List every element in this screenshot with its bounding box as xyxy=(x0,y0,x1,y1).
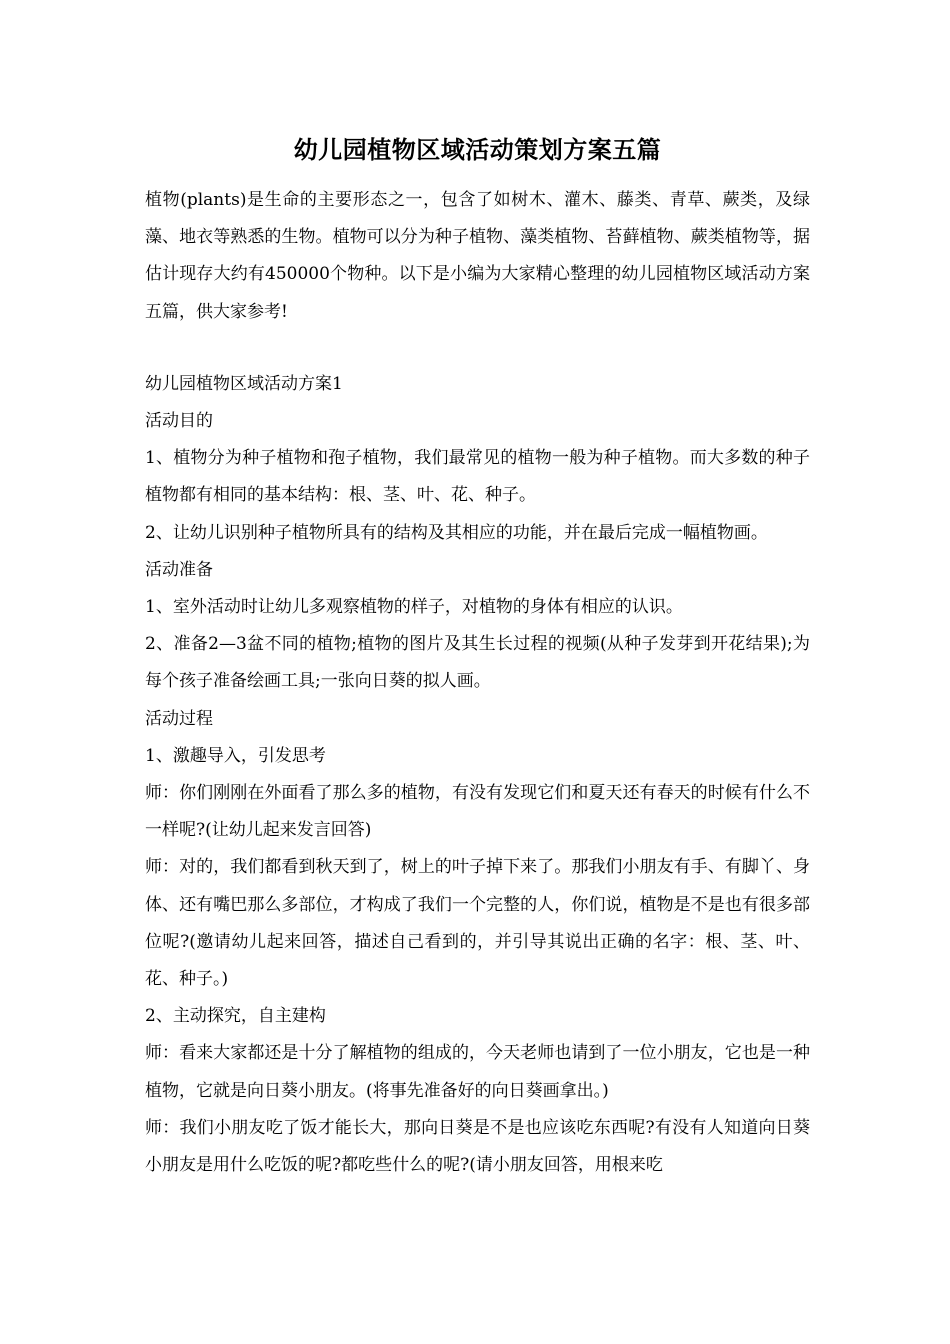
goal-item-2: 2、让幼儿识别种子植物所具有的结构及其相应的功能，并在最后完成一幅植物画。 xyxy=(145,522,768,543)
step-1-paragraph-1: 师：你们刚刚在外面看了那么多的植物，有没有发现它们和夏天还有春天的时候有什么不一样呢?(让幼儿起来发言回答) xyxy=(145,783,810,841)
document-title: 幼儿园植物区域活动策划方案五篇 xyxy=(293,135,662,164)
process-heading: 活动过程 xyxy=(145,708,213,729)
intro-paragraph: 植物(plants)是生命的主要形态之一，包含了如树木、灌木、藤类、青草、蕨类，及绿藻、地衣等熟悉的生物。植物可以分为种子植物、藻类植物、苔藓植物、蕨类植物等，据估计现存大约有450000个物种。以下是小编为大家精心整理的幼儿园植物区域活动方案五篇，供大家参考! xyxy=(145,190,810,322)
prep-item-2: 2、准备2—3盆不同的植物;植物的图片及其生长过程的视频(从种子发芽到开花结果);为每个孩子准备绘画工具;一张向日葵的拟人画。 xyxy=(145,634,810,692)
goal-item-1: 1、植物分为种子植物和孢子植物，我们最常见的植物一般为种子植物。而大多数的种子植物都有相同的基本结构：根、茎、叶、花、种子。 xyxy=(145,448,810,506)
plan-heading: 幼儿园植物区域活动方案1 xyxy=(145,373,343,394)
process-step-1: 1、激趣导入，引发思考 xyxy=(145,745,326,766)
process-step-2: 2、主动探究，自主建构 xyxy=(145,1006,326,1027)
prep-item-1: 1、室外活动时让幼儿多观察植物的样子，对植物的身体有相应的认识。 xyxy=(145,597,683,618)
prep-heading: 活动准备 xyxy=(145,559,213,580)
document-page xyxy=(145,130,810,1184)
step-1-paragraph-2: 师：对的，我们都看到秋天到了，树上的叶子掉下来了。那我们小朋友有手、有脚丫、身体、还有嘴巴那么多部位，才构成了我们一个完整的人，你们说，植物是不是也有很多部位呢?(邀请幼儿起来回答，描述自己看到的，并引导其说出正确的名字：根、茎、叶、花、种子。) xyxy=(145,857,810,990)
goal-heading: 活动目的 xyxy=(145,411,213,432)
step-2-paragraph-2: 师：我们小朋友吃了饭才能长大，那向日葵是不是也应该吃东西呢?有没有人知道向日葵小朋友是用什么吃饭的呢?都吃些什么的呢?(请小朋友回答，用根来吃 xyxy=(145,1117,810,1176)
step-2-paragraph-1: 师：看来大家都还是十分了解植物的组成的，今天老师也请到了一位小朋友，它也是一种植物，它就是向日葵小朋友。(将事先准备好的向日葵画拿出。) xyxy=(145,1043,810,1101)
